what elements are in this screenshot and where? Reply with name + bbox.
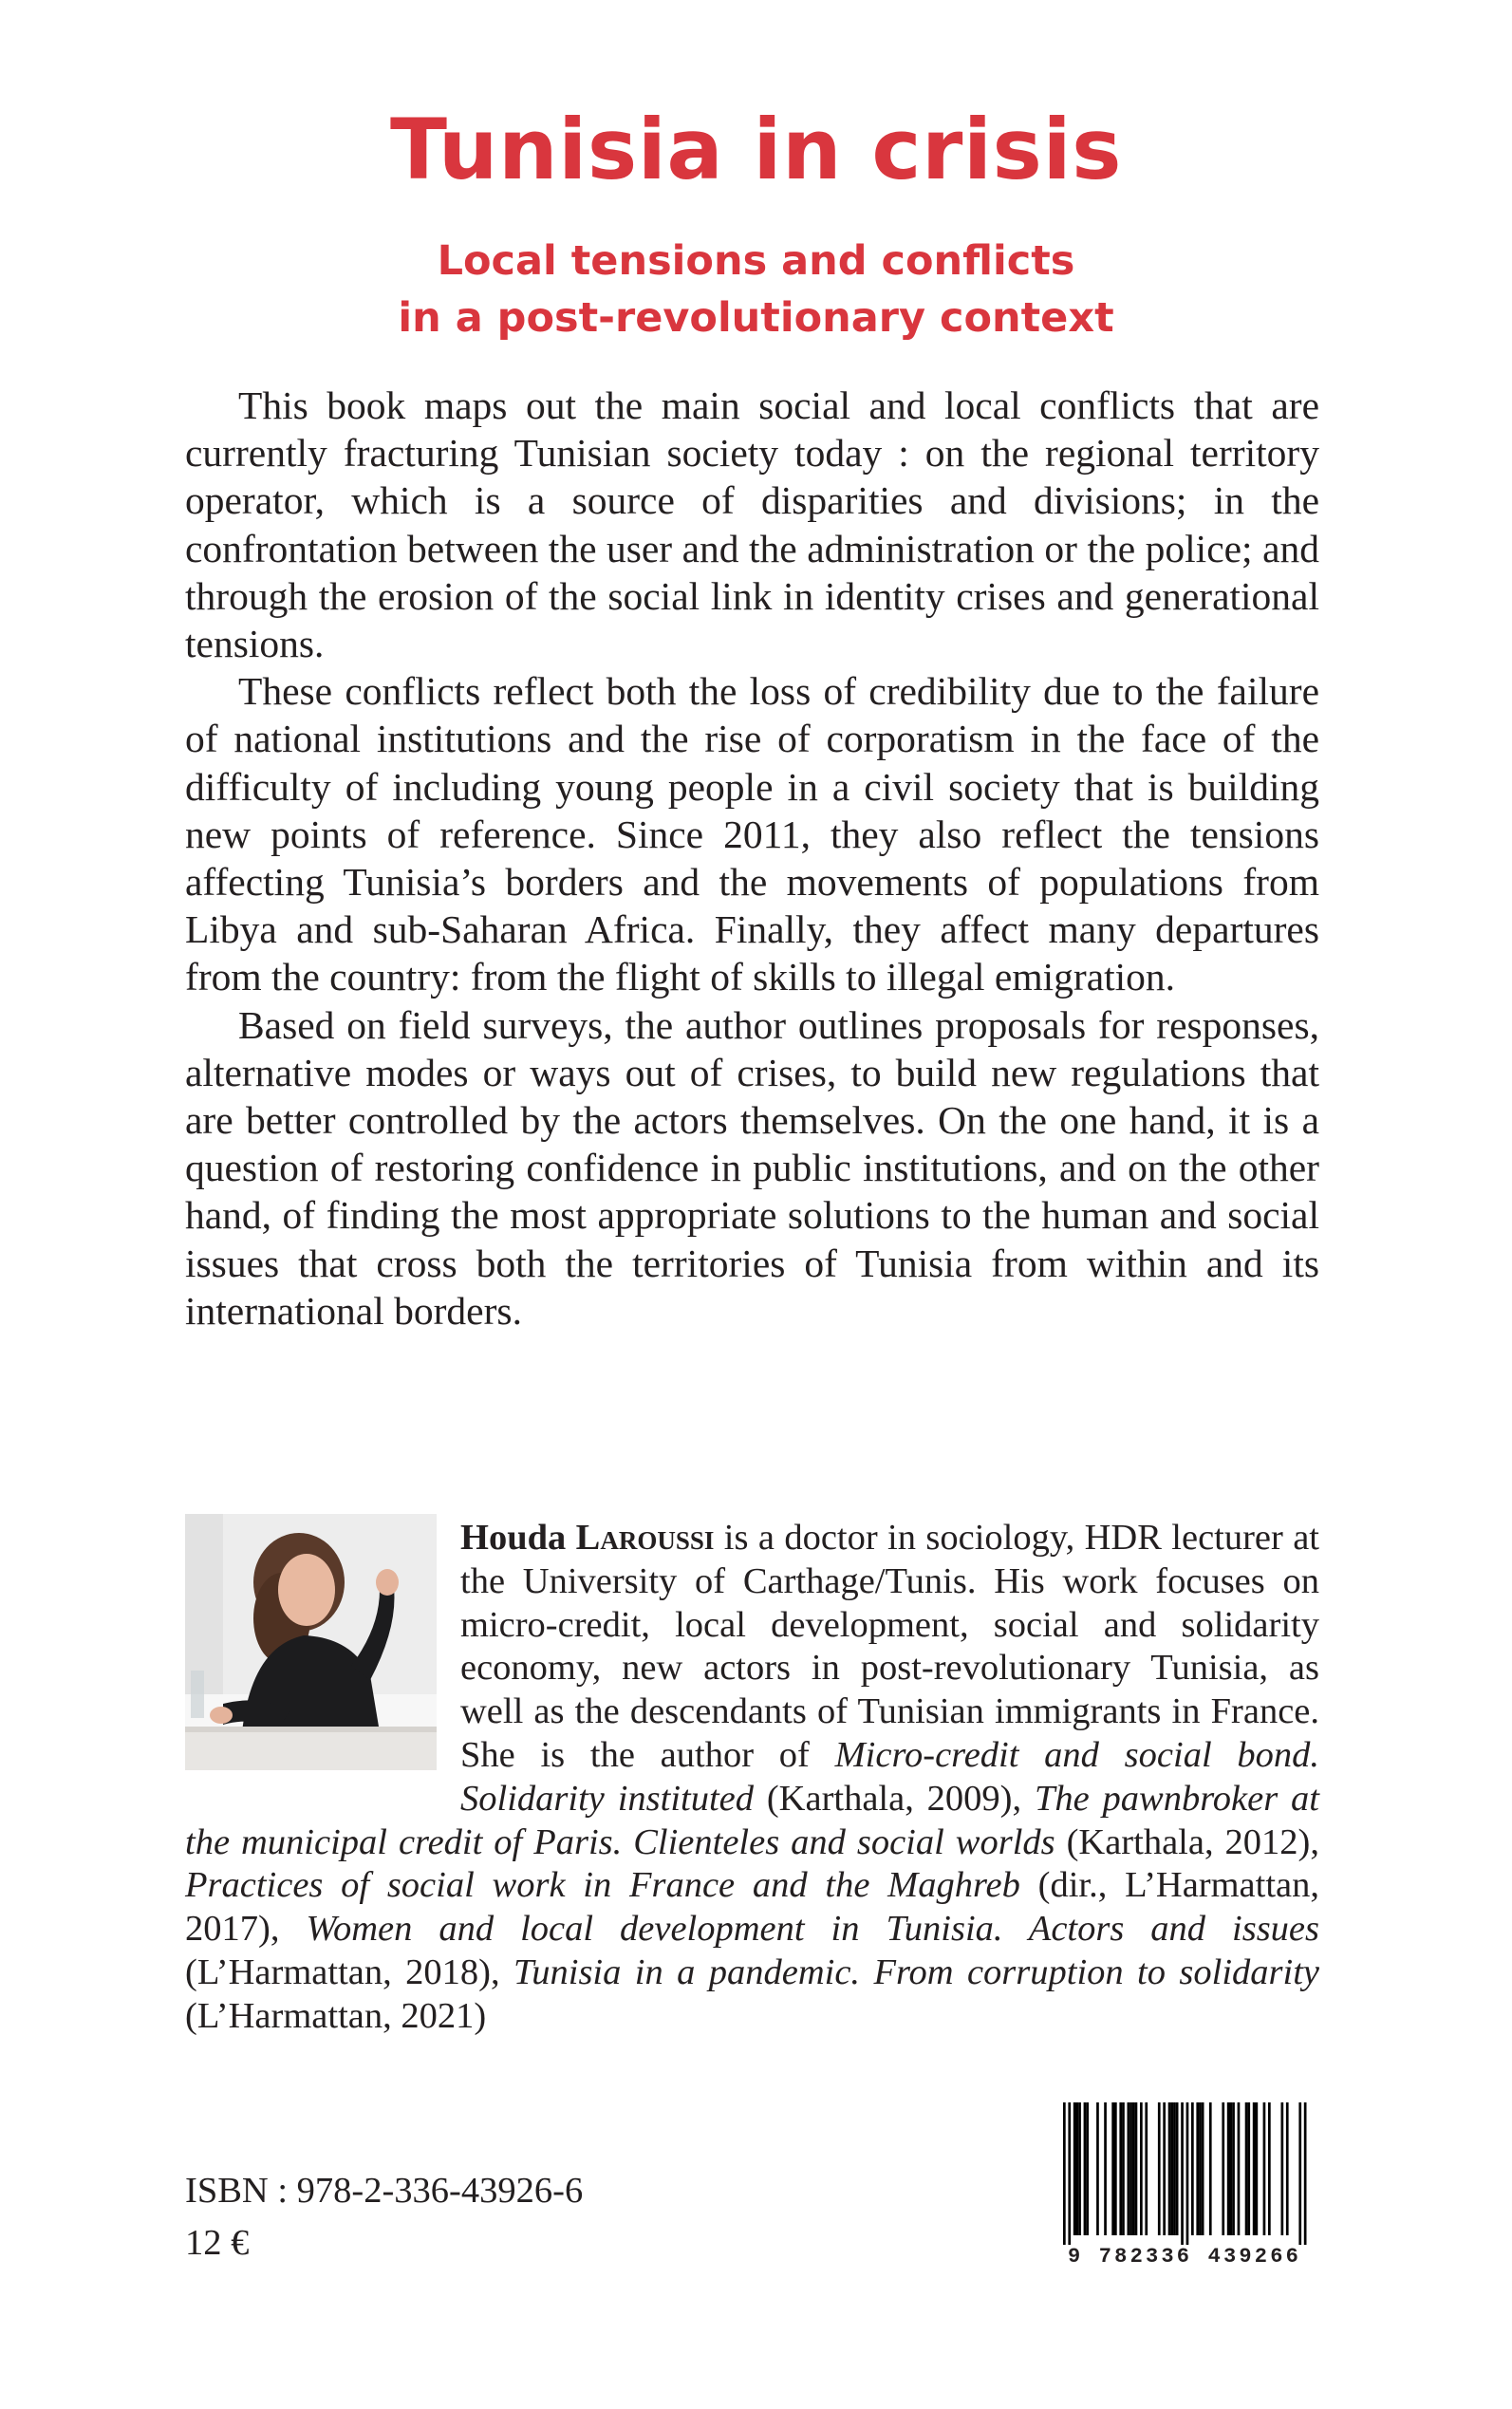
work-note-3: (dir., L’Harmattan, 2017),	[185, 1865, 1320, 1950]
author-first-name: Houda	[460, 1518, 567, 1558]
isbn: ISBN : 978-2-336-43926-6	[185, 2171, 584, 2211]
barcode-bar	[1247, 2102, 1250, 2235]
work-note-1: (Karthala, 2009),	[754, 1778, 1035, 1819]
subtitle-line-1: Local tensions and conflicts	[437, 237, 1075, 285]
synopsis-paragraph-1: This book maps out the main social and local conflicts that are currently fracturing Tunisian society today : on the regional territory operator, which is a source of disparities and divisions; in the confrontation between the user and the administration or the police; and through the erosion of the social link in identity crises and generational tensions.	[185, 383, 1319, 666]
barcode-bar	[1119, 2102, 1122, 2235]
barcode-bar	[1222, 2102, 1224, 2235]
barcode-bar	[1268, 2102, 1271, 2235]
synopsis-paragraph-3: Based on field surveys, the author outlines proposals for responses, alternative modes or ways out of crises, to build new regulations that are better controlled by the actors themselves. On the one hand, it is a question of restoring confidence in public institutions, and on the other hand, of finding the most appropriate solutions to the human and social issues that cross both the territories of Tunisia from within and its international borders.	[185, 1002, 1319, 1333]
barcode-bar	[1076, 2102, 1079, 2235]
barcode-bar	[1304, 2102, 1307, 2245]
barcode-bar	[1253, 2102, 1256, 2235]
barcode-bar	[1111, 2102, 1114, 2235]
work-note-4: (L’Harmattan, 2018),	[185, 1951, 513, 1992]
barcode-bar	[1145, 2102, 1148, 2235]
barcode-bar	[1238, 2102, 1241, 2235]
barcode-number: 9 782336 439266	[1067, 2245, 1302, 2269]
barcode-bar	[1170, 2102, 1173, 2235]
barcode-bar	[1132, 2102, 1135, 2235]
barcode-bar	[1135, 2102, 1138, 2235]
barcode-bar	[1232, 2102, 1235, 2235]
barcode-bar	[1199, 2102, 1202, 2235]
barcode-bar	[1186, 2102, 1189, 2245]
barcode-bar	[1191, 2102, 1194, 2235]
barcode-bar	[1256, 2102, 1259, 2235]
subtitle-line-2: in a post-revolutionary context	[398, 294, 1114, 342]
author-biography	[185, 1517, 1319, 2039]
barcode-bar	[1068, 2102, 1071, 2245]
author-bio-intro: is a doctor in sociology, HDR lecturer at the University of Carthage/Tunis. His work focuses on micro-credit, local development, social and solidarity economy, new actors in post-revolutionary Tunisia, as well as the descendants of Tunisian immigrants in France. She is the author of	[460, 1518, 1320, 1775]
barcode-bar	[1073, 2102, 1076, 2235]
barcode-bar	[1281, 2102, 1284, 2235]
work-title-4: Women and local development in Tunisia. Actors and issues	[306, 1909, 1320, 1950]
barcode-bar	[1168, 2102, 1171, 2235]
barcode-bar	[1227, 2102, 1230, 2235]
barcode-bar	[1078, 2102, 1081, 2235]
barcode-bar	[1158, 2102, 1161, 2235]
author-last-name: Laroussi	[575, 1518, 715, 1558]
barcode-bar	[1209, 2102, 1212, 2235]
barcode-bar	[1122, 2102, 1125, 2235]
barcode-bar	[1176, 2102, 1179, 2235]
work-note-2: (Karthala, 2012),	[1055, 1821, 1319, 1862]
work-title-5: Tunisia in a pandemic. From corruption to solidarity	[513, 1951, 1319, 1992]
barcode-bar	[1104, 2102, 1107, 2235]
synopsis	[185, 382, 1319, 1335]
barcode-bar	[1063, 2102, 1066, 2245]
work-note-5: (L’Harmattan, 2021)	[185, 1995, 487, 2036]
work-title-2: The pawnbroker at the municipal credit of Paris. Clienteles and social worlds	[185, 1778, 1319, 1862]
book-subtitle	[0, 233, 1512, 346]
barcode-bar	[1114, 2102, 1117, 2235]
barcode-bar	[1298, 2102, 1301, 2245]
book-title: Tunisia in crisis	[390, 101, 1122, 198]
barcode-bar	[1128, 2102, 1130, 2235]
barcode-bar	[1129, 2102, 1132, 2235]
barcode-bar	[1181, 2102, 1184, 2245]
barcode-bar	[1163, 2102, 1166, 2235]
photo-spacer	[185, 1517, 460, 1813]
barcode-bar	[1263, 2102, 1266, 2235]
barcode	[1050, 2102, 1319, 2271]
barcode-bar	[1286, 2102, 1289, 2235]
barcode-bars	[1050, 2102, 1319, 2245]
barcode-bar	[1096, 2102, 1099, 2235]
barcode-bar	[1173, 2102, 1176, 2235]
barcode-bar	[1084, 2102, 1087, 2235]
barcode-bar	[1140, 2102, 1143, 2235]
barcode-bar	[1245, 2102, 1248, 2235]
work-title-3: Practices of social work in France and the Maghreb	[185, 1865, 1020, 1906]
synopsis-paragraph-2: These conflicts reflect both the loss of credibility due to the failure of national institutions and the rise of corporatism in the face of the difficulty of including young people in a civil society that is building new points of reference. Since 2011, they also reflect the tensions affecting Tunisia’s borders and the movements of populations from Libya and sub-Saharan Africa. Finally, they affect many departures from the country: from the flight of skills to illegal emigration.	[185, 669, 1319, 999]
work-title-1: Micro-credit and social bond. Solidarity instituted	[460, 1734, 1320, 1819]
price: 12 €	[185, 2223, 250, 2263]
barcode-bar	[1086, 2102, 1089, 2235]
barcode-bar	[1196, 2102, 1199, 2235]
barcode-bar	[1230, 2102, 1233, 2235]
barcode-bar	[1202, 2102, 1204, 2235]
